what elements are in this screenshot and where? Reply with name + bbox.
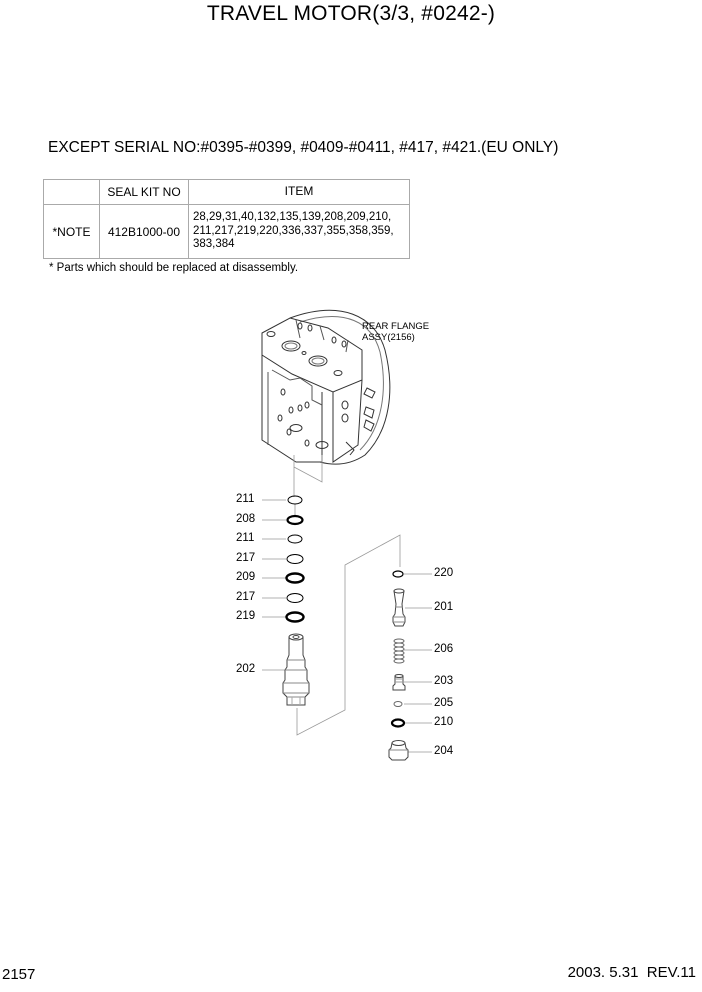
callout-217: 217: [236, 552, 256, 564]
note-cell: *NOTE: [44, 205, 100, 259]
callout-208: 208: [236, 513, 256, 525]
revision-date: 2003. 5.31 REV.11: [567, 964, 696, 981]
header-cell-item: ITEM: [189, 180, 410, 205]
items-line-1: 28,29,31,40,132,135,139,208,209,210,: [193, 211, 392, 224]
callout-201: 201: [434, 601, 454, 613]
rear-flange-assy-label: [362, 321, 429, 343]
part-201-poppet-icon: [393, 589, 405, 626]
header-cell-seal-kit-no: SEAL KIT NO: [100, 180, 189, 205]
callout-210: 210: [434, 716, 454, 728]
callout-203: 203: [434, 675, 454, 687]
part-205-washer-icon: [394, 702, 402, 707]
o-ring-217-icon: [287, 555, 303, 564]
part-202-plug-icon: [283, 634, 309, 705]
o-ring-220-icon: [393, 571, 403, 577]
assembly-label-line-1: REAR FLANGE: [362, 321, 430, 332]
assembly-label-line-2: ASSY(2156): [362, 332, 415, 343]
seal-kit-no-cell: 412B1000-00: [100, 205, 189, 259]
o-ring-211b-icon: [288, 535, 302, 543]
callout-202: 202: [236, 663, 256, 675]
callout-217b: 217: [236, 591, 256, 603]
part-203-plug-icon: [393, 675, 405, 691]
o-ring-217b-icon: [287, 594, 303, 603]
callout-206: 206: [434, 643, 454, 655]
page-title: TRAVEL MOTOR(3/3, #0242-): [206, 2, 496, 25]
footnote: * Parts which should be replaced at disassembly.: [49, 262, 299, 274]
page-number: 2157: [2, 966, 36, 983]
callout-211b: 211: [236, 532, 255, 544]
callout-209: 209: [236, 571, 256, 583]
part-204-plug-icon: [389, 741, 408, 761]
items-line-3: 383,384: [193, 238, 235, 251]
o-ring-219-icon: [287, 613, 304, 622]
o-ring-209-icon: [287, 574, 304, 583]
part-206-spring-icon: [394, 639, 404, 663]
callout-204: 204: [434, 745, 454, 757]
callout-205: 205: [434, 697, 454, 709]
items-line-2: 211,217,219,220,336,337,355,358,359,: [193, 224, 394, 237]
callout-219: 219: [236, 610, 256, 622]
serial-exception-note: EXCEPT SERIAL NO:#0395-#0399, #0409-#0411, #417, #421.(EU ONLY): [48, 139, 559, 156]
o-ring-211-icon: [288, 496, 302, 504]
callout-211: 211: [236, 493, 255, 505]
o-ring-210-icon: [392, 720, 404, 727]
callout-220: 220: [434, 567, 454, 579]
o-ring-208-icon: [288, 516, 303, 524]
